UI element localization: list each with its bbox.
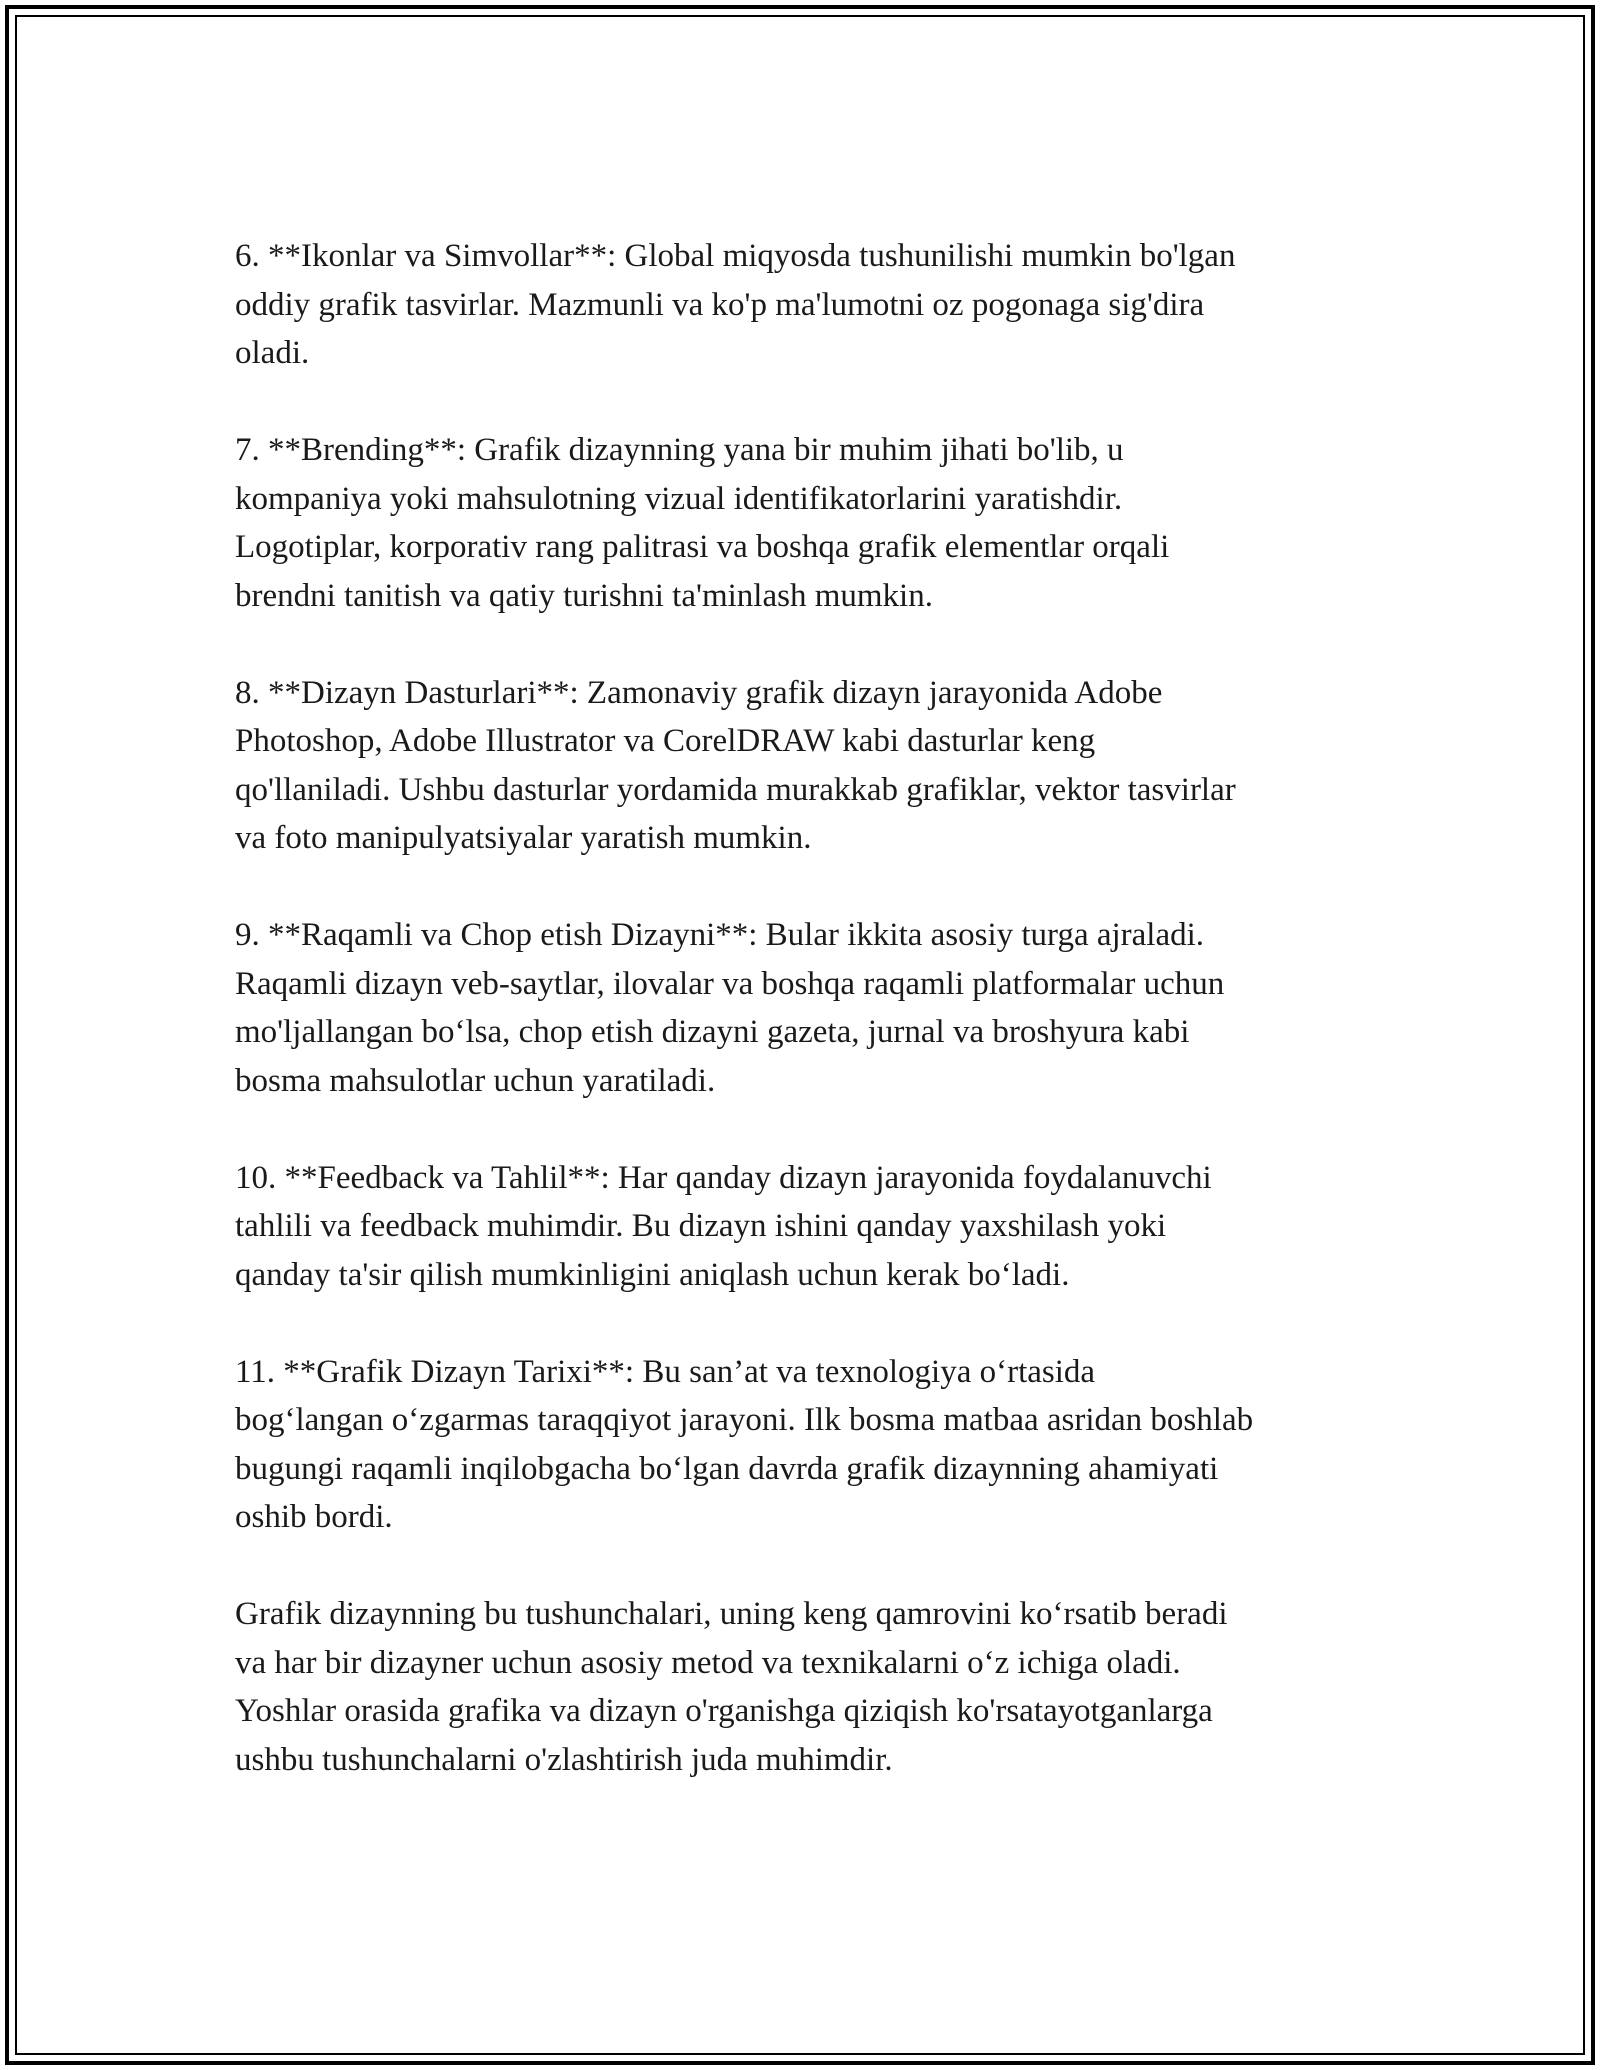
paragraph-digital-print-design: 9. **Raqamli va Chop etish Dizayni**: Bular ikkita asosiy turga ajraladi. Raqamli dizayn veb-saytlar, ilovalar va boshqa raqamli platformalar uchun mo'ljallangan bo‘lsa, chop etish dizayni gazeta, jurnal va broshyura kabi bosma mahsulotlar uchun yaratiladi. [235,917,1225,1099]
paragraph-design-software: 8. **Dizayn Dasturlari**: Zamonaviy grafik dizayn jarayonida Adobe Photoshop, Adobe Illustrator va CorelDRAW kabi dasturlar keng qo'llaniladi. Ushbu dasturlar yordamida murakkab grafiklar, vektor tasvirlar va foto manipulyatsiyalar yaratish mumkin. [235,674,1236,856]
paragraph-conclusion: Grafik dizaynning bu tushunchalari, uning keng qamrovini ko‘rsatib beradi va har bir dizayner uchun asosiy metod va texnikalarni o‘z ichiga oladi. Yoshlar orasida grafika va dizayn o'rganishga qiziqish ko'rsatayotganlarga ushbu tushunchalarni o'zlashtirish juda muhimdir. [235,1596,1228,1778]
paragraph-feedback-analysis: 10. **Feedback va Tahlil**: Har qanday dizayn jarayonida foydalanuvchi tahlili va feedback muhimdir. Bu dizayn ishini qanday yaxshilash yoki qanday ta'sir qilish mumkinligini aniqlash uchun kerak bo‘ladi. [235,1159,1212,1293]
document-body [235,232,1380,1784]
paragraph-design-history: 11. **Grafik Dizayn Tarixi**: Bu san’at va texnologiya o‘rtasida bog‘langan o‘zgarmas taraqqiyot jarayoni. Ilk bosma matbaa asridan boshlab bugungi raqamli inqilobgacha bo‘lgan davrda grafik dizaynning ahamiyati oshib bordi. [235,1353,1254,1535]
paragraph-icons-symbols: 6. **Ikonlar va Simvollar**: Global miqyosda tushunilishi mumkin bo'lgan oddiy grafik tasvirlar. Mazmunli va ko'p ma'lumotni oz pogonaga sig'dira oladi. [235,238,1236,371]
paragraph-branding: 7. **Brending**: Grafik dizaynning yana bir muhim jihati bo'lib, u kompaniya yoki mahsulotning vizual identifikatorlarini yaratishdir. Logotiplar, korporativ rang palitrasi va boshqa grafik elementlar orqali brendni tanitish va qatiy turishni ta'minlash mumkin. [235,432,1170,614]
